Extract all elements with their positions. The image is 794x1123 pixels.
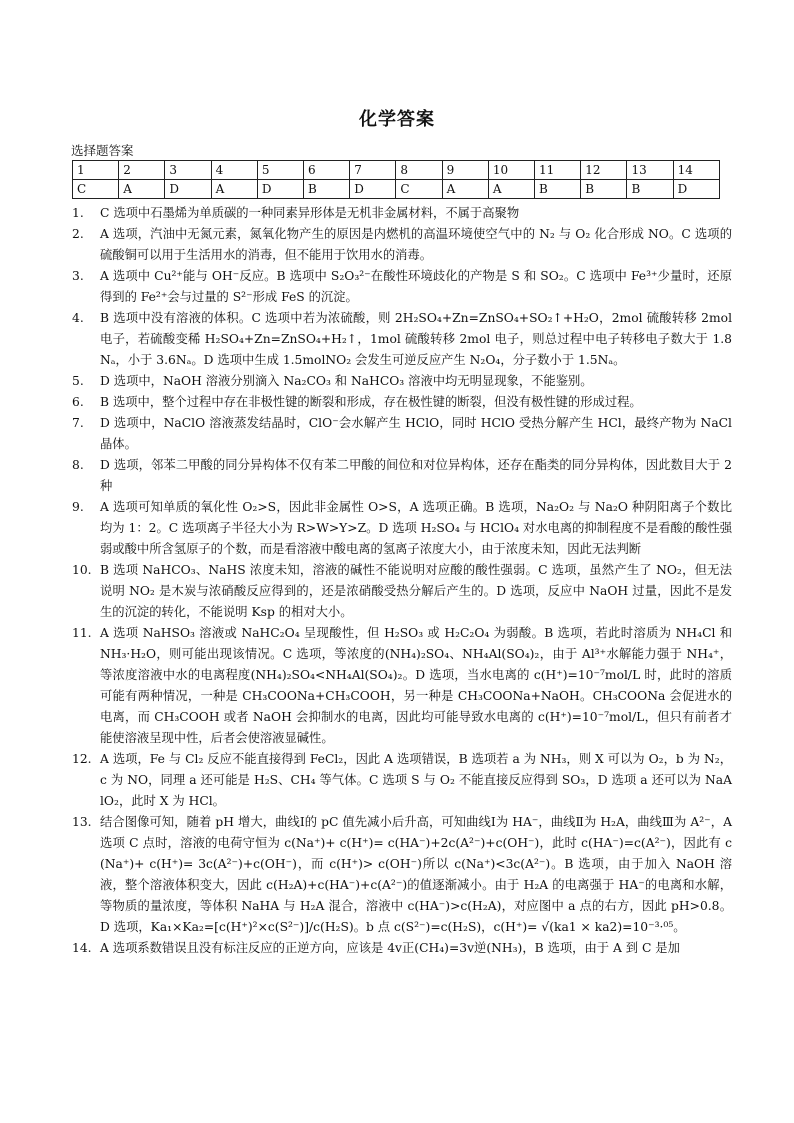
item-number: 9. [72, 500, 84, 514]
explanation-item [72, 812, 732, 938]
item-text: D 选项中，NaClO 溶液蒸发结晶时，ClO⁻会水解产生 HClO，同时 HClO 受热分解产生 HCl，最终产物为 NaCl 晶体。 [100, 416, 732, 451]
answer-table-number-row [73, 161, 720, 180]
item-text: D 选项，邻苯二甲酸的同分异构体不仅有苯二甲酸的间位和对位异构体，还存在酯类的同分异构体，因此数目大于 2 种 [100, 458, 732, 493]
question-number-cell: 7 [350, 161, 396, 180]
question-number-cell: 11 [535, 161, 581, 180]
item-number: 7. [72, 416, 84, 430]
item-number: 12. [72, 752, 92, 766]
answer-cell: B [627, 180, 673, 199]
item-number: 1. [72, 206, 84, 220]
page-title: 化学答案 [359, 109, 435, 130]
explanation-item [72, 938, 732, 959]
answer-cell: D [165, 180, 211, 199]
item-text: C 选项中石墨烯为单质碳的一种同素异形体是无机非金属材料，不属于高聚物 [100, 206, 520, 220]
question-number-cell: 12 [581, 161, 627, 180]
explanation-item [72, 560, 732, 623]
question-number-cell: 14 [673, 161, 719, 180]
explanation-item [72, 623, 732, 749]
item-text: A 选项可知单质的氧化性 O₂>S，因此非金属性 O>S，A 选项正确。B 选项，Na₂O₂ 与 Na₂O 种阴阳离子个数比均为 1：2。C 选项离子半径大小为 R>W>Y>Z。D 选项 H₂SO₄ 与 HClO₄ 对水电离的抑制程度不是看酸的酸性强弱或酸中所含氢原子的个数，而是看溶液中酸电离的氢离子浓度大小，由于浓度未知，因此无法判断 [100, 500, 732, 556]
explanation-item [72, 203, 732, 224]
question-number-cell: 2 [119, 161, 165, 180]
item-text: 结合图像可知，随着 pH 增大，曲线Ⅰ的 pC 值先减小后升高，可知曲线Ⅰ为 HA⁻，曲线Ⅱ为 H₂A，曲线Ⅲ为 A²⁻，A 选项 C 点时，溶液的电荷守恒为 c(Na⁺)+ c(H⁺)= c(HA⁻)+2c(A²⁻)+c(OH⁻)，此时 c(HA⁻)=c(A²⁻)，因此有 c(Na⁺)+ c(H⁺)= 3c(A²⁻)+c(OH⁻)，而 c(H⁺)> c(OH⁻)所以 c(Na⁺)<3c(A²⁻)。B 选项，由于加入 NaOH 溶液，整个溶液体积变大，因此 c(H₂A)+c(HA⁻)+c(A²⁻)的值逐渐减小。由于 H₂A 的电离强于 HA⁻的电离和水解，等物质的量浓度，等体积 NaHA 与 H₂A 混合，溶液中 c(HA⁻)>c(H₂A)，对应图中 a 点的右方，因此 pH>0.8。D 选项，Ka₁×Ka₂=[c(H⁺)²×c(S²⁻)]/c(H₂S)。b 点 c(S²⁻)=c(H₂S)，c(H⁺)= √(ka1 × ka2)=10⁻³·⁰⁵。 [100, 815, 732, 934]
item-number: 2. [72, 227, 84, 241]
answer-cell: C [396, 180, 442, 199]
answer-cell: D [673, 180, 719, 199]
answer-cell: B [581, 180, 627, 199]
explanation-item [72, 371, 732, 392]
item-number: 5. [72, 374, 84, 388]
answer-cell: A [442, 180, 488, 199]
item-text: A 选项中 Cu²⁺能与 OH⁻反应。B 选项中 S₂O₃²⁻在酸性环境歧化的产物是 S 和 SO₂。C 选项中 Fe³⁺少量时，还原得到的 Fe²⁺会与过量的 S²⁻形成 FeS 的沉淀。 [100, 269, 732, 304]
item-number: 6. [72, 395, 84, 409]
item-text: B 选项中没有溶液的体积。C 选项中若为浓硫酸，则 2H₂SO₄+Zn=ZnSO₄+SO₂↑+H₂O，2mol 硫酸转移 2mol 电子，若硫酸变稀 H₂SO₄+Zn=ZnSO₄+H₂↑，1mol 硫酸转移 2mol 电子，则总过程中电子转移电子数大于 1.8Nₐ，小于 3.6Nₐ。D 选项中生成 1.5molNO₂ 会发生可逆反应产生 N₂O₄，分子数小于 1.5Nₐ。 [100, 311, 732, 367]
question-number-cell: 9 [442, 161, 488, 180]
answer-table [72, 160, 720, 199]
answer-table-answer-row [73, 180, 720, 199]
explanation-list [72, 203, 732, 959]
question-number-cell: 4 [211, 161, 257, 180]
explanation-item [72, 392, 732, 413]
item-number: 4. [72, 311, 84, 325]
item-number: 10. [72, 563, 92, 577]
explanation-item [72, 308, 732, 371]
explanation-item [72, 749, 732, 812]
item-text: A 选项 NaHSO₃ 溶液或 NaHC₂O₄ 呈现酸性，但 H₂SO₃ 或 H₂C₂O₄ 为弱酸。B 选项，若此时溶质为 NH₄Cl 和 NH₃·H₂O，则可能出现该情况。C 选项，等浓度的(NH₄)₂SO₄、NH₄Al(SO₄)₂，由于 Al³⁺水解能力强于 NH₄⁺，等浓度溶液中水的电离程度(NH₄)₂SO₄<NH₄Al(SO₄)₂。D 选项，当水电离的 c(H⁺)=10⁻⁷mol/L 时，此时的溶质可能有两种情况，一种是 CH₃COONa+CH₃COOH，另一种是 CH₃COONa+NaOH。CH₃COONa 会促进水的电离，而 CH₃COOH 或者 NaOH 会抑制水的电离，因此均可能导致水电离的 c(H⁺)=10⁻⁷mol/L，但只有前者才能使溶液呈现中性，后者会使溶液显碱性。 [100, 626, 732, 745]
explanation-item [72, 224, 732, 266]
item-text: B 选项中，整个过程中存在非极性键的断裂和形成，存在极性键的断裂，但没有极性键的形成过程。 [100, 395, 642, 409]
question-number-cell: 5 [257, 161, 303, 180]
item-number: 8. [72, 458, 84, 472]
item-number: 14. [72, 941, 92, 955]
explanation-item [72, 455, 732, 497]
answer-cell: D [350, 180, 396, 199]
question-number-cell: 1 [73, 161, 119, 180]
answer-cell: B [304, 180, 350, 199]
item-text: A 选项，Fe 与 Cl₂ 反应不能直接得到 FeCl₂，因此 A 选项错误，B 选项若 a 为 NH₃，则 X 可以为 O₂，b 为 N₂，c 为 NO，同理 a 还可能是 H₂S、CH₄ 等气体。C 选项 S 与 O₂ 不能直接反应得到 SO₃，D 选项 a 还可以为 NaAlO₂，此时 X 为 HCl。 [100, 752, 732, 808]
question-number-cell: 3 [165, 161, 211, 180]
item-number: 3. [72, 269, 84, 283]
answer-cell: A [211, 180, 257, 199]
answer-cell: B [535, 180, 581, 199]
answer-cell: D [257, 180, 303, 199]
item-text: A 选项系数错误且没有标注反应的正逆方向，应该是 4v正(CH₄)=3v逆(NH₃)，B 选项，由于 A 到 C 是加 [100, 941, 680, 955]
explanation-item [72, 413, 732, 455]
question-number-cell: 6 [304, 161, 350, 180]
item-number: 11. [72, 626, 92, 640]
question-number-cell: 8 [396, 161, 442, 180]
item-text: A 选项，汽油中无氮元素，氮氧化物产生的原因是内燃机的高温环境使空气中的 N₂ 与 O₂ 化合形成 NO。C 选项的硫酸铜可以用于生活用水的消毒，但不能用于饮用水的消毒。 [100, 227, 732, 262]
item-number: 13. [72, 815, 92, 829]
item-text: D 选项中，NaOH 溶液分别滴入 Na₂CO₃ 和 NaHCO₃ 溶液中均无明显现象，不能鉴别。 [100, 374, 593, 388]
answer-cell: C [73, 180, 119, 199]
section-label: 选择题答案 [71, 143, 134, 158]
item-text: B 选项 NaHCO₃、NaHS 浓度未知，溶液的碱性不能说明对应酸的酸性强弱。C 选项，虽然产生了 NO₂，但无法说明 NO₂ 是木炭与浓硝酸反应得到的，还是浓硝酸受热分解后产生的。D 选项，反应中 NaOH 过量，因此不是发生的沉淀的转化，不能说明 Ksp 的相对大小。 [100, 563, 732, 619]
question-number-cell: 13 [627, 161, 673, 180]
answer-cell: A [488, 180, 534, 199]
explanation-item [72, 497, 732, 560]
question-number-cell: 10 [488, 161, 534, 180]
answer-cell: A [119, 180, 165, 199]
explanation-item [72, 266, 732, 308]
